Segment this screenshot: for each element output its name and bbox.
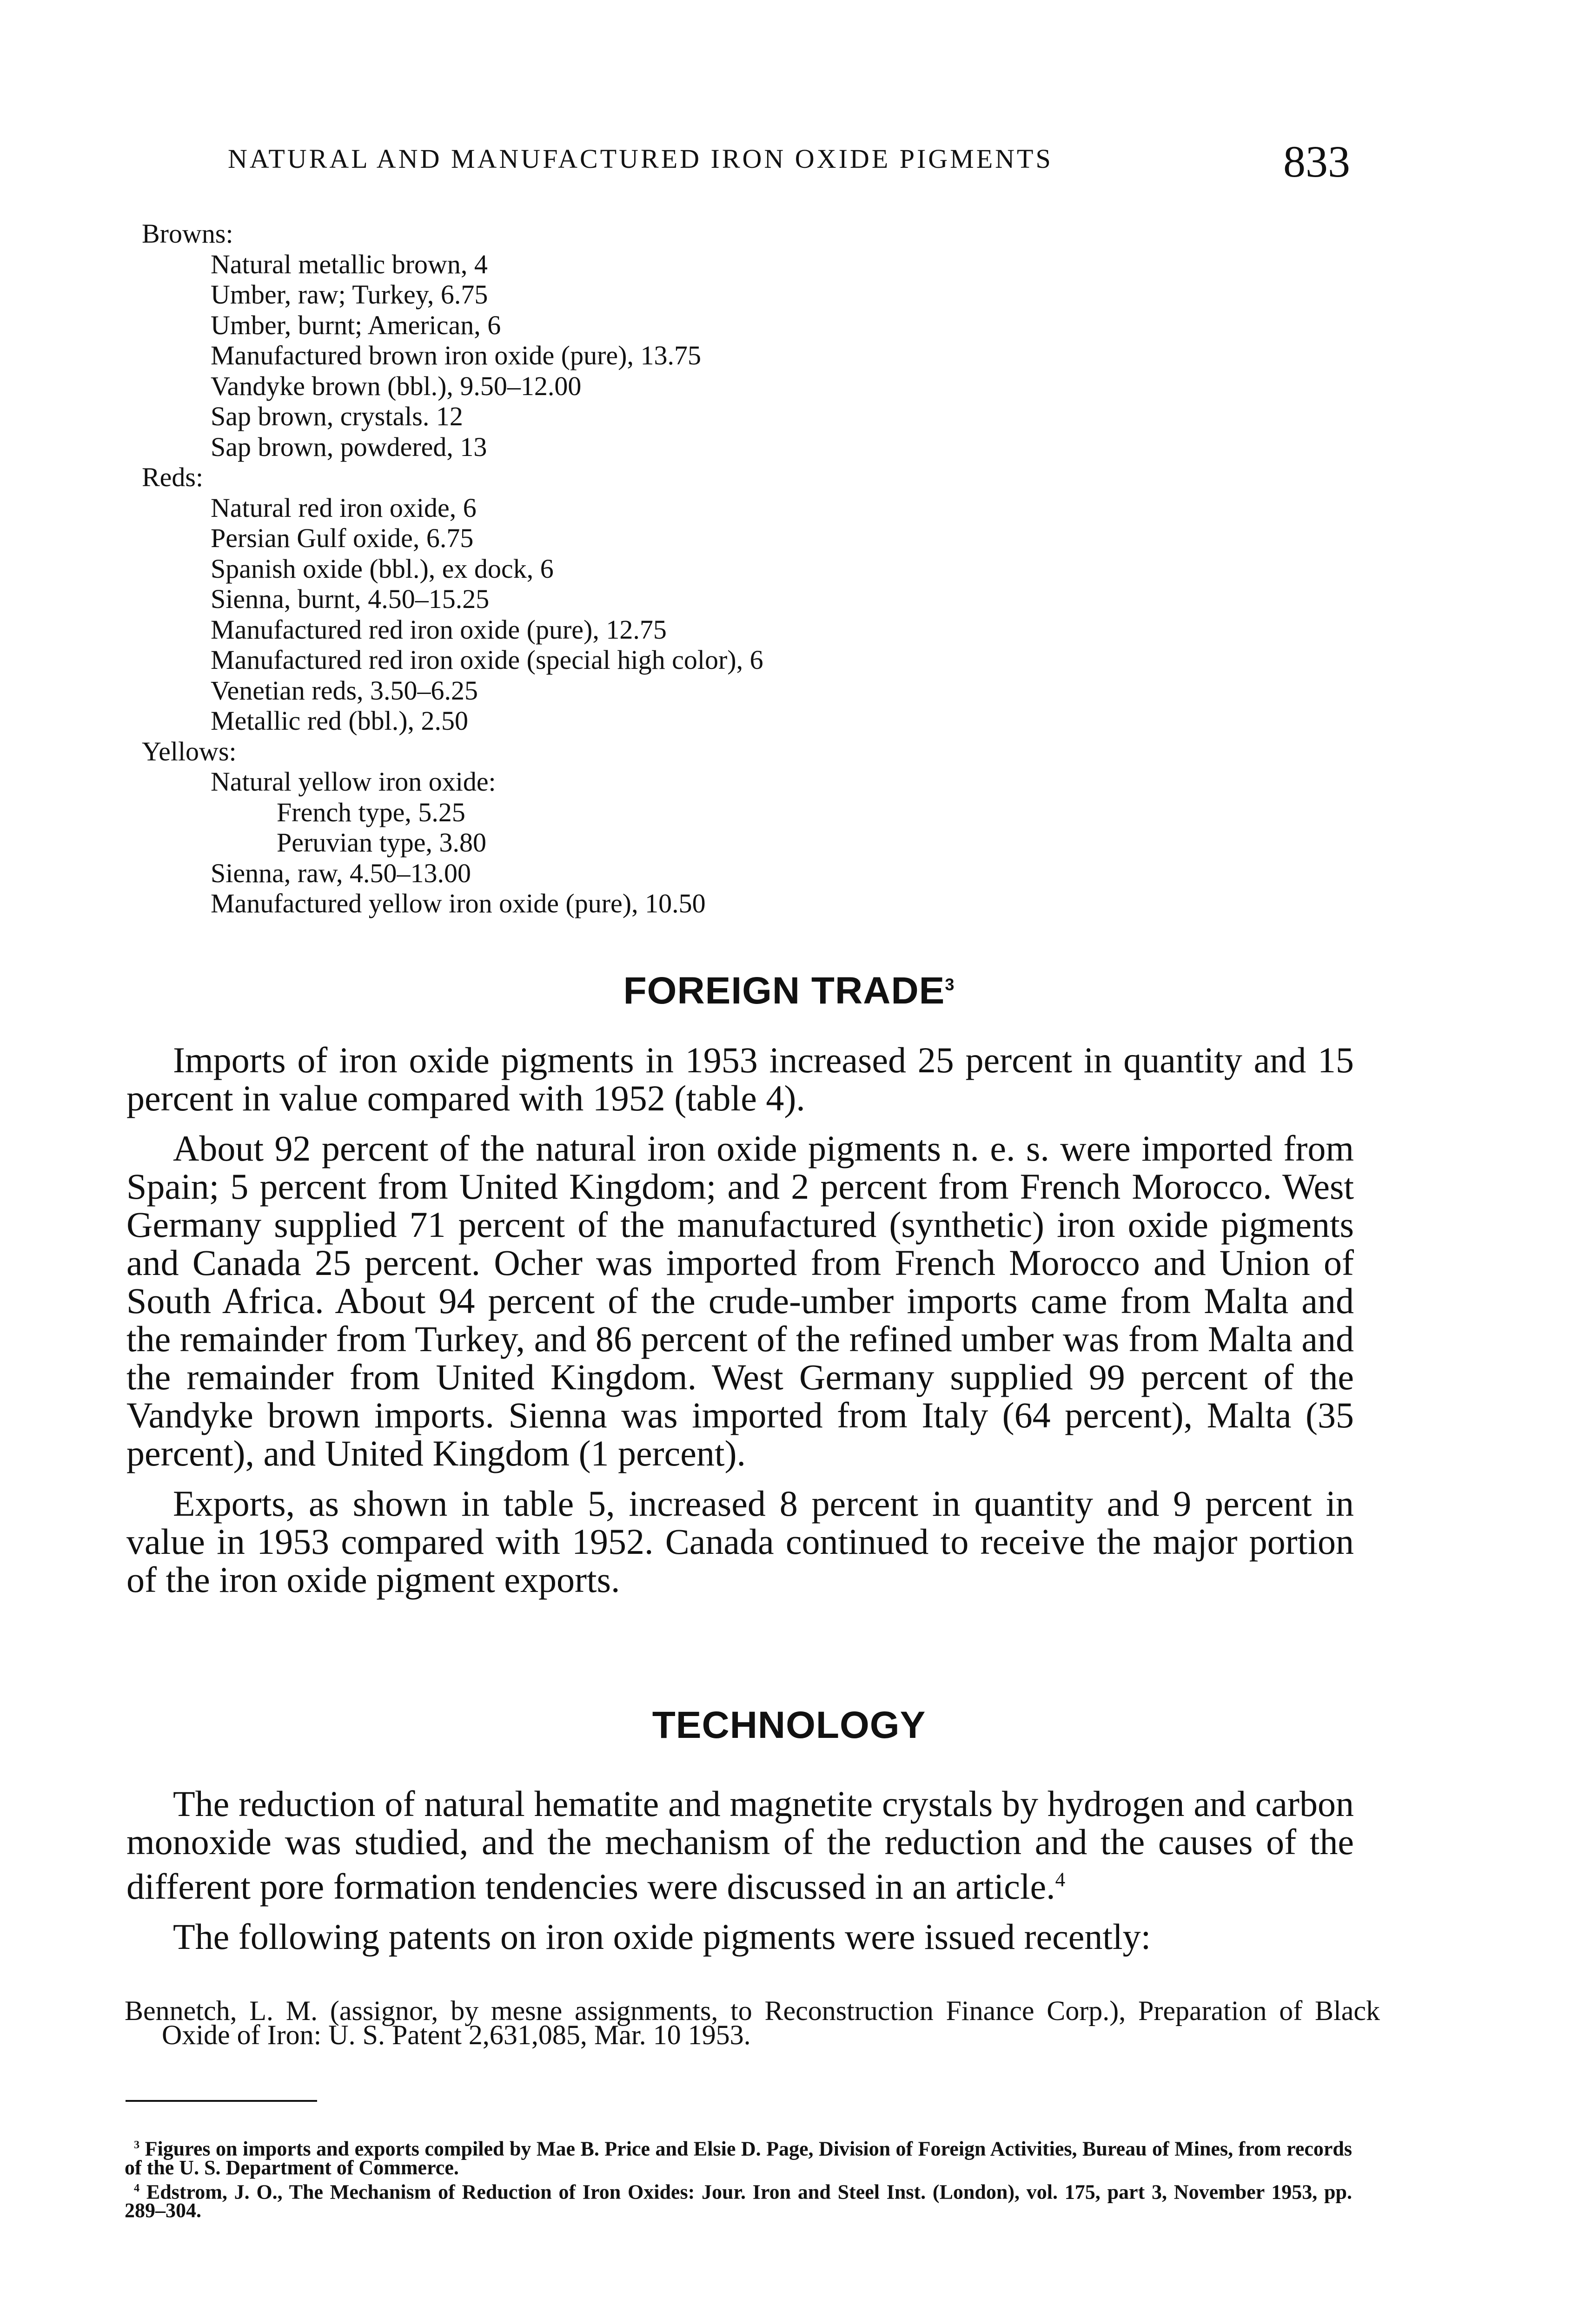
- technology-paragraph-1: [126, 1785, 1354, 1906]
- price-list-item: Sienna, burnt, 4.50–15.25: [211, 584, 490, 614]
- foreign-trade-paragraph-2: About 92 percent of the natural iron oxide pigments n. e. s. were imported from Spain; 5 percent from United Kingdom; and 2 percent from French Morocco. West Germany supplied 71 percent of the manufactured (synthetic) iron oxide pigments and Canada 25 percent. Ocher was imported from French Morocco and Union of South Africa. About 94 percent of the crude-umber imports came from Malta and the remainder from Turkey, and 86 percent of the refined umber was from Malta and the remainder from United Kingdom. West Germany supplied 99 percent of the Vandyke brown imports. Sienna was imported from Italy (64 percent), Malta (35 percent), and United Kingdom (1 percent).: [126, 1128, 1354, 1473]
- price-list-item: Manufactured red iron oxide (pure), 12.75: [211, 614, 667, 645]
- technology-text: [126, 1785, 1354, 1968]
- price-list-item: Peruvian type, 3.80: [277, 827, 487, 858]
- foreign-trade-heading: [0, 969, 1578, 1013]
- price-list-item: Sienna, raw, 4.50–13.00: [211, 858, 471, 888]
- price-list-item: Natural metallic brown, 4: [211, 249, 488, 279]
- footnote-divider: [126, 2100, 317, 2102]
- price-list-item: Persian Gulf oxide, 6.75: [211, 523, 474, 553]
- page-number: 833: [1283, 137, 1350, 186]
- footnote-3-marker: 3: [134, 2139, 140, 2151]
- price-list-item: Manufactured brown iron oxide (pure), 13.75: [211, 340, 701, 370]
- running-head: NATURAL AND MANUFACTURED IRON OXIDE PIGMENTS: [228, 144, 1053, 174]
- price-list-item: Sap brown, powdered, 13: [211, 431, 487, 462]
- footnote-ref-4: 4: [1055, 1869, 1066, 1891]
- price-list-item: Spanish oxide (bbl.), ex dock, 6: [211, 553, 554, 584]
- foreign-trade-paragraph-1: Imports of iron oxide pigments in 1953 increased 25 percent in quantity and 15 percent in value compared with 1952 (table 4).: [126, 1040, 1354, 1118]
- price-category-heading: Browns:: [142, 218, 233, 249]
- price-category-heading: Yellows:: [142, 736, 237, 766]
- footnote-4-text: Edstrom, J. O., The Mechanism of Reduction of Iron Oxides: Jour. Iron and Steel Inst. (London), vol. 175, part 3, November 1953, pp. 289–304.: [125, 2180, 1353, 2222]
- technology-paragraph-1-text: The reduction of natural hematite and magnetite crystals by hydrogen and carbon monoxide was studied, and the mechanism of the reduction and the causes of the different pore formation tendencies were discussed in an article.: [126, 1783, 1354, 1907]
- footnote-3: [125, 2136, 1352, 2177]
- footnote-4-marker: 4: [134, 2181, 140, 2194]
- technology-paragraph-2: The following patents on iron oxide pigments were issued recently:: [173, 1916, 1151, 1957]
- footnote-4: [125, 2179, 1352, 2220]
- footnote-3-text: Figures on imports and exports compiled by Mae B. Price and Elsie D. Page, Division of Foreign Activities, Bureau of Mines, from records of the U. S. Department of Commerce.: [125, 2137, 1352, 2179]
- price-list-item: Venetian reds, 3.50–6.25: [211, 675, 478, 706]
- foreign-trade-paragraph-3: Exports, as shown in table 5, increased 8 percent in quantity and 9 percent in value in 1953 compared with 1952. Canada continued to receive the major portion of the iron oxide pigment exports.: [126, 1483, 1354, 1600]
- price-list: [142, 218, 1397, 919]
- price-list-item: French type, 5.25: [277, 797, 465, 827]
- price-category-heading: Reds:: [142, 462, 204, 492]
- price-list-item: Umber, burnt; American, 6: [211, 310, 501, 340]
- patent-entry: [125, 1995, 1380, 2050]
- price-list-item: Natural red iron oxide, 6: [211, 492, 477, 523]
- price-list-item: Manufactured yellow iron oxide (pure), 10.50: [211, 888, 706, 918]
- foreign-trade-text: [126, 1041, 1354, 1611]
- price-list-item: Vandyke brown (bbl.), 9.50–12.00: [211, 370, 582, 401]
- foreign-trade-heading-text: FOREIGN TRADE: [623, 970, 945, 1012]
- price-list-item: Sap brown, crystals. 12: [211, 401, 463, 431]
- footnotes: [125, 2136, 1352, 2222]
- technology-heading: TECHNOLOGY: [652, 1704, 926, 1746]
- price-list-item: Metallic red (bbl.), 2.50: [211, 706, 469, 736]
- price-list-item: Manufactured red iron oxide (special high color), 6: [211, 645, 763, 675]
- footnote-ref-3: 3: [945, 975, 955, 994]
- patent-text: Bennetch, L. M. (assignor, by mesne assignments, to Reconstruction Finance Corp.), Preparation of Black Oxide of Iron: U. S. Patent 2,631,085, Mar. 10 1953.: [125, 1995, 1380, 2050]
- price-list-item: Umber, raw; Turkey, 6.75: [211, 279, 488, 310]
- price-list-item: Natural yellow iron oxide:: [211, 766, 496, 797]
